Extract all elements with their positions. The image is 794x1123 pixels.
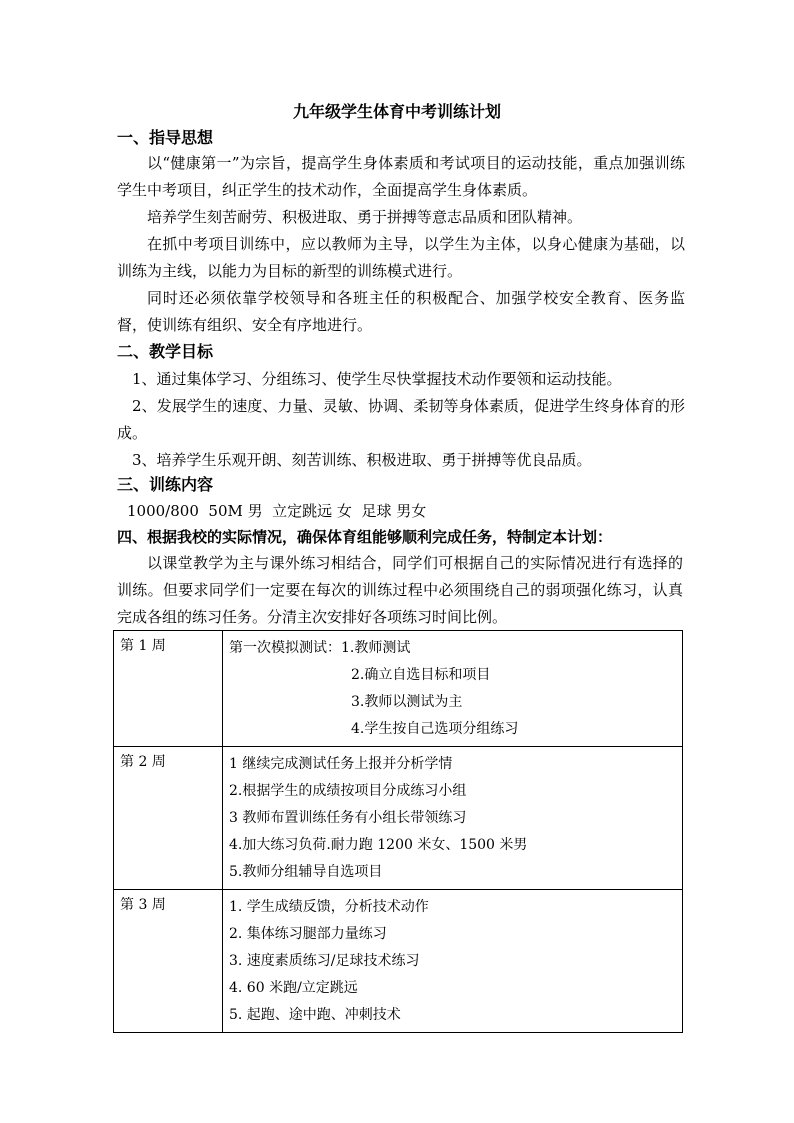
list-item: 2.确立自选目标和项目: [351, 667, 491, 683]
list-item: 4. 60 米跑/立定跳远: [229, 980, 358, 996]
paragraph: 以课堂教学为主与课外练习相结合，同学们可根据自己的实际情况进行有选择的训练。但要求同学们一定要在每次的训练过程中必须围绕自己的弱项强化练习，认真完成各组的练习任务。分清主次安排好各项练习时间比例。: [117, 554, 683, 626]
training-schedule-table: [113, 630, 683, 1033]
table-row: [114, 631, 683, 747]
paragraph: 同时还必须依靠学校领导和各班主任的积极配合、加强学校安全教育、医务监督，使训练有组织、安全有序地进行。: [117, 289, 685, 334]
table-row: [114, 890, 683, 1033]
section-heading-guiding-ideology: 一、指导思想: [117, 128, 214, 147]
paragraph: 培养学生刻苦耐劳、积极进取、勇于拼搏等意志品质和团队精神。: [147, 208, 583, 226]
list-item: 1 继续完成测试任务上报并分析学情: [229, 756, 453, 772]
list-item: 第一次模拟测试：1.教师测试: [229, 640, 411, 656]
week-content: [223, 631, 683, 747]
list-item: 4.加大练习负荷.耐力跑 1200 米女、1500 米男: [229, 837, 528, 853]
training-items: 1000/800 50M 男 立定跳远 女 足球 男女: [127, 502, 427, 520]
section-heading-teaching-goals: 二、教学目标: [117, 342, 214, 361]
list-item: 2.根据学生的成绩按项目分成练习小组: [229, 783, 467, 799]
paragraph: 在抓中考项目训练中，应以教师为主导，以学生为主体，以身心健康为基础，以训练为主线，以能力为目标的新型的训练模式进行。: [117, 235, 685, 280]
list-item: 2. 集体练习腿部力量练习: [229, 926, 387, 942]
list-item: 1、通过集体学习、分组练习、使学生尽快掌握技术动作要领和运动技能。: [132, 370, 622, 388]
section-heading-training-content: 三、训练内容: [117, 475, 214, 494]
list-item: 2、发展学生的速度、力量、灵敏、协调、柔韧等身体素质，促进学生终身体育的形成。: [117, 397, 685, 442]
list-item: 1. 学生成绩反馈，分析技术动作: [229, 899, 429, 915]
list-item: 5.教师分组辅导自选项目: [229, 864, 383, 880]
section-heading-plan: 四、根据我校的实际情况，确保体育组能够顺利完成任务，特制定本计划：: [117, 528, 613, 546]
document-title: 九年级学生体育中考训练计划: [292, 102, 501, 121]
list-item: 3、培养学生乐观开朗、刻苦训练、积极进取、勇于拼搏等优良品质。: [132, 451, 592, 469]
list-item: 4.学生按自己选项分组练习: [351, 721, 519, 737]
week-label: 第 1 周: [114, 631, 223, 747]
week-content: [223, 890, 683, 1033]
week-label: 第 3 周: [114, 890, 223, 1033]
table-row: [114, 747, 683, 890]
list-item: 3 教师布置训练任务有小组长带领练习: [229, 810, 467, 826]
week-content: [223, 747, 683, 890]
list-item: 3. 速度素质练习/足球技术练习: [229, 953, 420, 969]
paragraph: 以“健康第一”为宗旨，提高学生身体素质和考试项目的运动技能，重点加强训练学生中考项目，纠正学生的技术动作，全面提高学生身体素质。: [117, 154, 685, 199]
list-item: 5. 起跑、途中跑、冲刺技术: [229, 1007, 401, 1023]
list-item: 3.教师以测试为主: [351, 694, 463, 710]
week-label: 第 2 周: [114, 747, 223, 890]
